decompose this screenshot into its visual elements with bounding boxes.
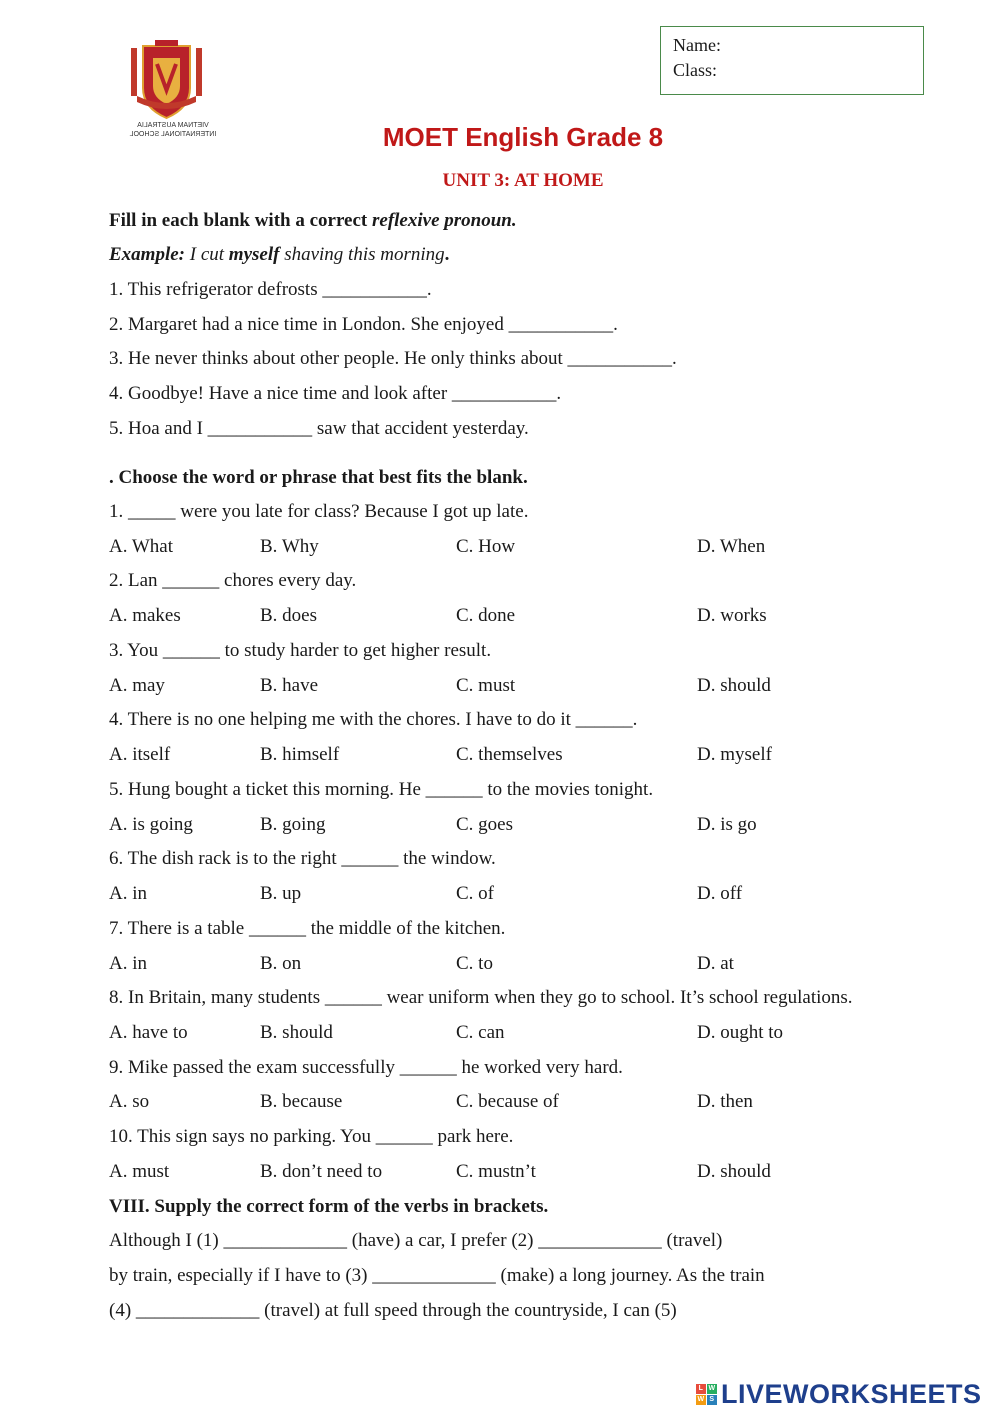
- unit-title: UNIT 3: AT HOME: [442, 170, 604, 191]
- option-c: C. must: [456, 675, 516, 696]
- option-b: B. up: [260, 883, 302, 904]
- option-a: A. may: [109, 675, 165, 696]
- option-b: B. because: [260, 1091, 343, 1112]
- name-class-box: [660, 26, 924, 95]
- option-c: C. can: [456, 1022, 505, 1043]
- question: 1. _____ were you late for class? Because I got up late.: [109, 501, 529, 522]
- option-b: B. Why: [260, 536, 319, 557]
- logo-text-1: VIETNAM AUSTRALIA: [137, 122, 209, 129]
- question: 9. Mike passed the exam successfully ______ he worked very hard.: [109, 1057, 623, 1078]
- question: 4. There is no one helping me with the chores. I have to do it ______.: [109, 709, 638, 730]
- option-d: D. should: [697, 1161, 771, 1182]
- option-c: C. done: [456, 605, 516, 626]
- option-a: A. must: [109, 1161, 170, 1182]
- option-d: D. at: [697, 953, 734, 974]
- question: 7. There is a table ______ the middle of the kitchen.: [109, 918, 506, 939]
- option-c: C. because of: [456, 1091, 559, 1112]
- option-d: D. myself: [697, 744, 772, 765]
- option-c: C. goes: [456, 814, 513, 835]
- section2-instruction: . Choose the word or phrase that best fits the blank.: [109, 467, 528, 488]
- option-b: B. should: [260, 1022, 333, 1043]
- option-b: B. on: [260, 953, 302, 974]
- option-d: D. is go: [697, 814, 757, 835]
- option-a: A. itself: [109, 744, 171, 765]
- class-label: Class:: [673, 60, 718, 80]
- section1-item: 3. He never thinks about other people. He only thinks about ___________.: [109, 348, 677, 369]
- section1-example: Example: I cut myself shaving this morning.: [109, 244, 450, 265]
- option-a: A. is going: [109, 814, 193, 835]
- section1-item: 5. Hoa and I ___________ saw that accident yesterday.: [109, 418, 529, 439]
- option-a: A. so: [109, 1091, 150, 1112]
- option-c: C. How: [456, 536, 516, 557]
- liveworksheets-icon: L W W S: [697, 1384, 716, 1403]
- option-a: A. in: [109, 883, 147, 904]
- liveworksheets-brand-text: LIVEWORKSHEETS: [721, 1378, 982, 1409]
- question: 3. You ______ to study harder to get higher result.: [109, 640, 492, 661]
- section3-line: by train, especially if I have to (3) _____________ (make) a long journey. As the train: [109, 1265, 765, 1286]
- name-label: Name:: [673, 35, 721, 55]
- option-c: C. to: [456, 953, 493, 974]
- section3-line: (4) _____________ (travel) at full speed through the countryside, I can (5): [109, 1300, 677, 1321]
- question: 10. This sign says no parking. You ______ park here.: [109, 1126, 514, 1147]
- question: 8. In Britain, many students ______ wear uniform when they go to school. It’s school regulations.: [109, 987, 853, 1008]
- section1-instruction: Fill in each blank with a correct reflexive pronoun.: [109, 210, 517, 231]
- liveworksheets-logo: [696, 1376, 982, 1412]
- section1-item: 1. This refrigerator defrosts ___________.: [109, 279, 432, 300]
- option-a: A. in: [109, 953, 147, 974]
- logo-text-2: INTERNATIONAL SCHOOL: [129, 131, 217, 138]
- option-c: C. mustn’t: [456, 1161, 536, 1182]
- option-b: B. himself: [260, 744, 340, 765]
- option-d: D. ought to: [697, 1022, 784, 1043]
- question: 6. The dish rack is to the right ______ the window.: [109, 848, 496, 869]
- option-c: C. themselves: [456, 744, 563, 765]
- option-b: B. don’t need to: [260, 1161, 383, 1182]
- option-d: D. When: [697, 536, 766, 557]
- option-d: D. works: [697, 605, 767, 626]
- option-a: A. makes: [109, 605, 181, 626]
- option-b: B. going: [260, 814, 326, 835]
- question: 5. Hung bought a ticket this morning. He ______ to the movies tonight.: [109, 779, 654, 800]
- option-b: B. have: [260, 675, 319, 696]
- section3-line: Although I (1) _____________ (have) a car, I prefer (2) _____________ (travel): [109, 1230, 723, 1251]
- option-b: B. does: [260, 605, 317, 626]
- option-d: D. should: [697, 675, 771, 696]
- option-d: D. off: [697, 883, 743, 904]
- section3-instruction: VIII. Supply the correct form of the verbs in brackets.: [109, 1196, 549, 1217]
- option-a: A. What: [109, 536, 174, 557]
- option-a: A. have to: [109, 1022, 188, 1043]
- question: 2. Lan ______ chores every day.: [109, 570, 357, 591]
- page-title: MOET English Grade 8: [382, 122, 664, 152]
- option-d: D. then: [697, 1091, 753, 1112]
- section1-item: 4. Goodbye! Have a nice time and look after ___________.: [109, 383, 562, 404]
- option-c: C. of: [456, 883, 494, 904]
- section1-item: 2. Margaret had a nice time in London. She enjoyed ___________.: [109, 314, 618, 335]
